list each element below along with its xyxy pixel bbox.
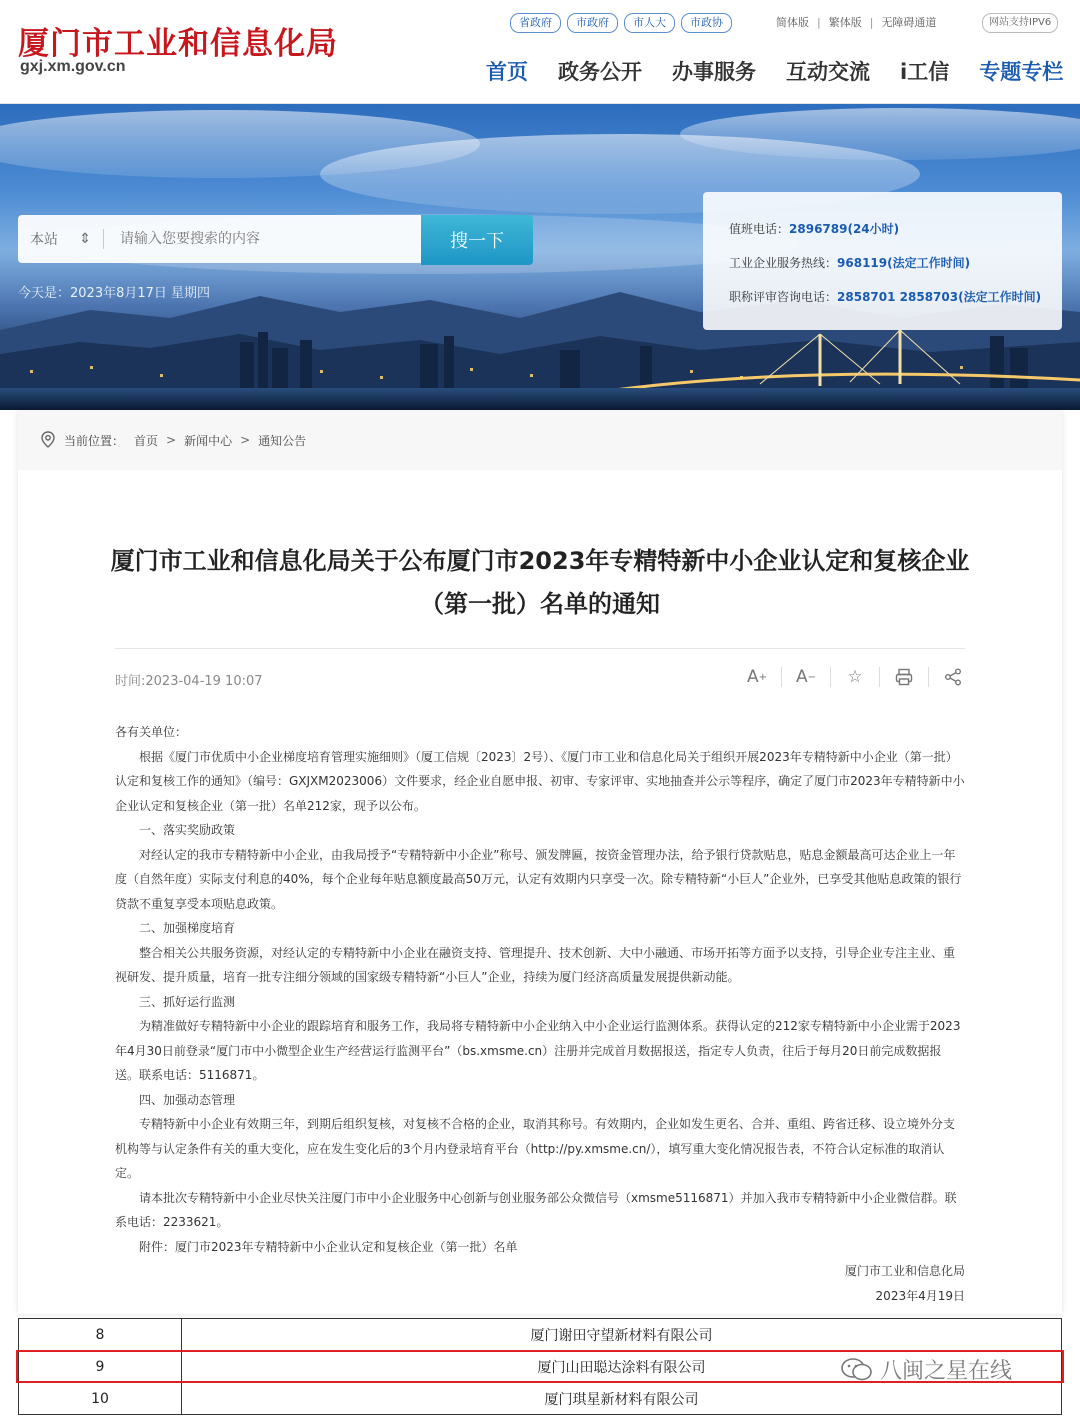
hotline-enterprise [729, 254, 1062, 271]
site-header [0, 0, 1080, 104]
favorite-star-icon[interactable]: ☆ [847, 667, 863, 687]
row-number: 8 [19, 1319, 182, 1351]
section-heading: 一、落实奖励政策 [139, 823, 236, 837]
traditional-link[interactable]: 繁体版 [828, 16, 862, 29]
article-title: 厦门市工业和信息化局关于公布厦门市2023年专精特新中小企业认定和复核企业（第一批）名单的通知 [110, 547, 970, 618]
search-box [18, 215, 422, 263]
wechat-icon [840, 1357, 874, 1383]
hotline-panel [703, 192, 1062, 330]
paragraph: 对经认定的我市专精特新中小企业，由我局授予“专精特新中小企业”称号、颁发牌匾，按资金管理办法，给予银行贷款贴息，贴息金额最高可达企业上一年度（自然年度）实际支付利息的40%，每个企业每年贴息额度最高50万元，认定有效期内只享受一次。除专精特新“小巨人”企业外，已享受其他贴息政策的银行贷款不重复享受本项贴息政策。 [115, 847, 962, 911]
article-tools [746, 666, 964, 688]
breadcrumb-home[interactable]: 首页 [134, 433, 159, 448]
divider [879, 667, 880, 687]
nav-special-topics[interactable]: 专题专栏 [979, 60, 1064, 84]
hero-banner [0, 104, 1080, 410]
breadcrumb [18, 410, 1062, 470]
wechat-watermark [840, 1354, 1012, 1385]
site-url: gxj.xm.gov.cn [20, 58, 126, 75]
breadcrumb-news[interactable]: 新闻中心 [184, 433, 233, 448]
search-button[interactable]: 搜一下 [421, 215, 533, 265]
publish-time: 时间:2023-04-19 10:07 [115, 674, 263, 689]
paragraph: 专精特新中小企业有效期三年，到期后组织复核，对复核不合格的企业，取消其称号。有效期内，企业如发生更名、合并、重组、跨省迁移、设立境外分支机构等与认定条件有关的重大变化，应在发生变化后的3个月内登录培育平台（http://py.xmsme.cn/），填写重大变化情况报告表，不符合认定标准的取消认定。 [115, 1117, 956, 1180]
section-heading: 三、抓好运行监测 [139, 994, 236, 1009]
chevron-right-icon: > [166, 433, 177, 447]
article-card [18, 410, 1062, 1314]
search-scope-select[interactable] [18, 229, 104, 249]
hotline-value: 968119(法定工作时间) [837, 256, 971, 270]
signature: 厦门市工业和信息化局 [844, 1264, 965, 1278]
chevron-right-icon: > [240, 433, 251, 447]
hotline-label: 值班电话： [729, 222, 790, 236]
nav-services[interactable]: 办事服务 [672, 60, 756, 84]
row-number: 10 [19, 1383, 182, 1415]
section-heading: 四、加强动态管理 [139, 1092, 236, 1107]
paragraph: 为精准做好专精特新中小企业的跟踪培育和服务工作，我局将专精特新中小企业纳入中小企业运行监测体系。获得认定的212家专精特新中小企业需于2023年4月30日前登录“厦门市中小微型企业生产经营运行监测平台”（bs.xmsme.cn）注册并完成首月数据报送，指定专人负责，往后于每月20日前完成数据报送。联系电话：5116871。 [115, 1019, 961, 1082]
watermark-text: 八闽之星在线 [880, 1359, 1013, 1384]
divider [928, 667, 929, 687]
font-decrease-icon[interactable]: A − [795, 667, 817, 687]
divider: | [869, 15, 874, 29]
nav-government-affairs[interactable]: 政务公开 [558, 60, 642, 84]
simplified-link[interactable]: 简体版 [776, 16, 809, 29]
main-nav [486, 56, 1063, 86]
table-row [19, 1319, 1062, 1351]
article-body [115, 720, 965, 1308]
ipv6-badge: 网站支持IPV6 [982, 13, 1058, 33]
nav-interaction[interactable]: 互动交流 [786, 60, 870, 84]
print-icon[interactable] [893, 666, 915, 688]
divider [115, 648, 965, 649]
company-name: 厦门谢田守望新材料有限公司 [182, 1319, 1062, 1351]
nav-home[interactable]: 首页 [486, 60, 528, 84]
nav-i-gongxin[interactable]: i工信 [900, 60, 950, 84]
section-heading: 二、加强梯度培育 [139, 921, 236, 935]
attachment-link[interactable]: 附件：厦门市2023年专精特新中小企业认定和复核企业（第一批）名单 [139, 1239, 518, 1254]
updown-arrow-icon: ⇕ [79, 231, 91, 247]
today-date: 今天是：2023年8月17日 星期四 [18, 286, 211, 301]
paragraph: 整合相关公共服务资源，对经认定的专精特新中小企业在融资支持、管理提升、技术创新、大中小融通、市场开拓等方面予以支持，引导企业专注主业、重视研发、提升质量，培育一批专注细分领域的国家级专精特新“小巨人”企业，持续为厦门经济高质量发展提供新动能。 [115, 945, 956, 984]
hotline-title-review [729, 288, 1062, 305]
hotline-label: 职称评审咨询电话： [729, 290, 838, 304]
paragraph: 请本批次专精特新中小企业尽快关注厦门市中小企业服务中心创新与创业服务部公众微信号（xmsme5116871）并加入我市专精特新中小企业微信群。联系电话：2233621。 [115, 1190, 957, 1229]
gov-link-congress[interactable]: 市人大 [624, 13, 675, 33]
location-pin-icon [40, 431, 56, 449]
search-scope-label: 本站 [30, 232, 58, 248]
divider [781, 667, 782, 687]
accessibility-link[interactable]: 无障碍通道 [881, 16, 937, 29]
divider: | [817, 15, 821, 29]
gov-link-cppcc[interactable]: 市政协 [681, 13, 732, 33]
hotline-value: 2858701 2858703(法定工作时间) [837, 290, 1042, 304]
paragraph: 根据《厦门市优质中小企业梯度培育管理实施细则》（厦工信规〔2023〕2号）、《厦门市工业和信息化局关于组织开展2023年专精特新中小企业（第一批）认定和复核工作的通知》（编号：GXJXM2023006）文件要求，经企业自愿申报、初审、专家评审、实地抽查并公示等程序，确定了厦门市2023年专精特新中小企业认定和复核企业（第一批）名单212家，现予以公布。 [115, 749, 965, 813]
company-name: 厦门琪星新材料有限公司 [182, 1383, 1062, 1415]
hotline-duty [729, 220, 1062, 237]
breadcrumb-notices[interactable]: 通知公告 [258, 433, 307, 448]
version-links [776, 14, 936, 30]
hotline-value: 2896789(24小时) [789, 222, 900, 236]
table-row [19, 1383, 1062, 1415]
company-name: 厦门山田聪达涂料有限公司 [182, 1351, 1062, 1383]
gov-link-province[interactable]: 省政府 [510, 13, 561, 33]
signature-date: 2023年4月19日 [875, 1288, 965, 1303]
row-number: 9 [19, 1351, 182, 1383]
search-input[interactable] [104, 231, 404, 247]
divider [830, 667, 831, 687]
hotline-label: 工业企业服务热线： [729, 256, 838, 270]
font-increase-icon[interactable]: A + [746, 667, 768, 687]
gov-link-city[interactable]: 市政府 [567, 13, 618, 33]
site-logo[interactable]: 厦门市工业和信息化局 [18, 26, 338, 62]
salutation: 各有关单位： [115, 725, 188, 739]
gov-links [510, 13, 732, 33]
breadcrumb-label: 当前位置： [64, 433, 125, 448]
share-icon[interactable] [942, 666, 964, 688]
